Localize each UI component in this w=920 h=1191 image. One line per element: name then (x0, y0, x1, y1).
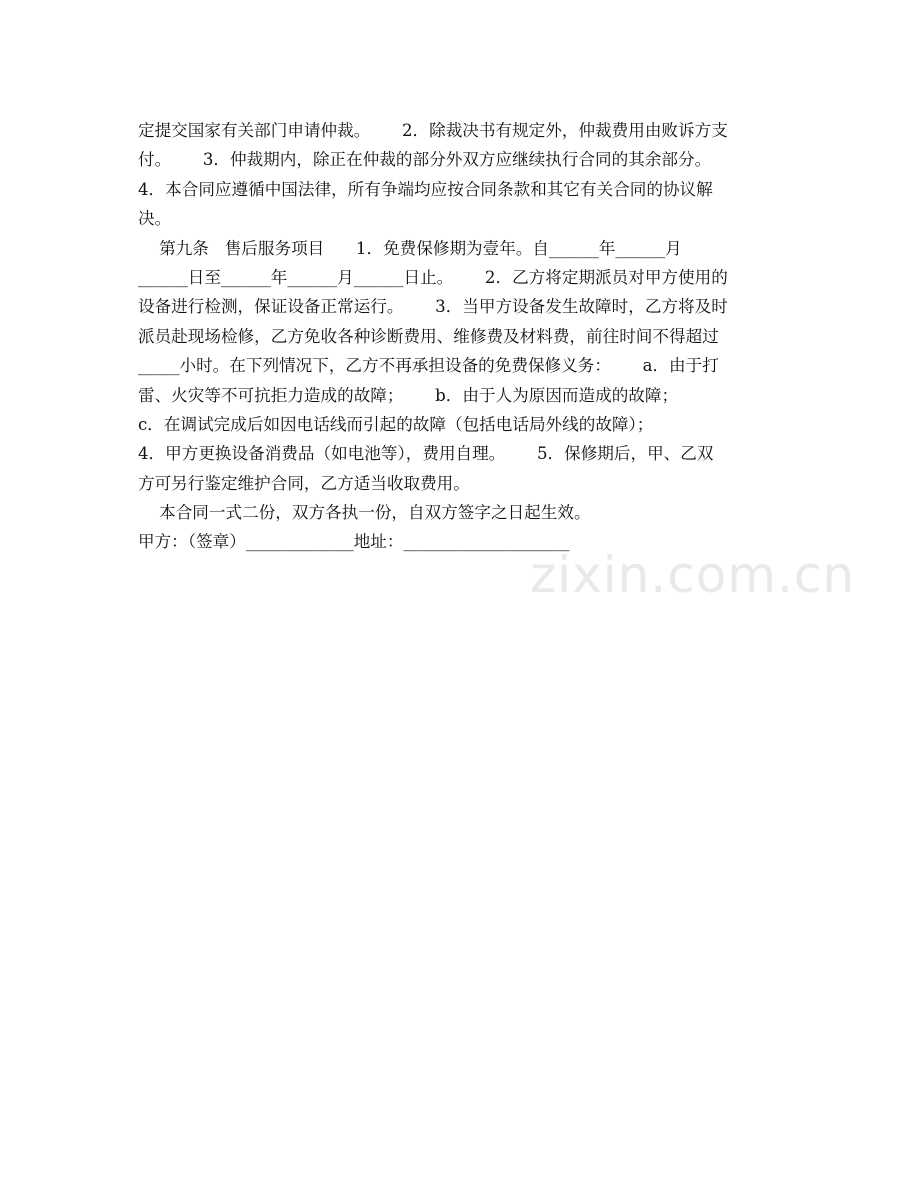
text-line: _____小时。在下列情况下，乙方不再承担设备的免费保修义务： a．由于打 (138, 356, 719, 376)
text-line: 付。 3．仲裁期内，除正在仲裁的部分外双方应继续执行合同的其余部分。 (138, 150, 712, 170)
text-line: ______日至______年______月______日止。 2．乙方将定期派员对甲方使用的 (138, 267, 728, 287)
watermark-text: zixin.com.cn (530, 546, 856, 604)
text-line: 4．甲方更换设备消费品（如电池等），费用自理。 5．保修期后，甲、乙双 (138, 444, 714, 464)
closing-line: 本合同一式二份，双方各执一份，自双方签字之日起生效。 (138, 503, 591, 523)
text-line: 定提交国家有关部门申请仲裁。 2．除裁决书有规定外，仲裁费用由败诉方支 (138, 121, 728, 140)
text-line: 方可另行鉴定维护合同，乙方适当收取费用。 (138, 473, 470, 493)
text-line: 设备进行检测，保证设备正常运行。 3．当甲方设备发生故障时，乙方将及时 (138, 297, 728, 317)
text-line: 决。 (138, 209, 172, 229)
signature-line: 甲方：（签章）_____________地址：____________________ (138, 532, 570, 552)
text-line: 派员赴现场检修，乙方免收各种诊断费用、维修费及材料费，前往时间不得超过 (138, 326, 719, 346)
text-line: c．在调试完成后如因电话线而引起的故障（包括电话局外线的故障）； (138, 414, 654, 434)
article-nine-line: 第九条 售后服务项目 1．免费保修期为壹年。自______年______月 (138, 238, 682, 258)
text-line: 4．本合同应遵循中国法律，所有争端均应按合同条款和其它有关合同的协议解 (138, 179, 713, 199)
text-line: 雷、火灾等不可抗拒力造成的故障； b．由于人为原因而造成的故障； (138, 385, 679, 405)
contract-text-block (138, 116, 788, 557)
